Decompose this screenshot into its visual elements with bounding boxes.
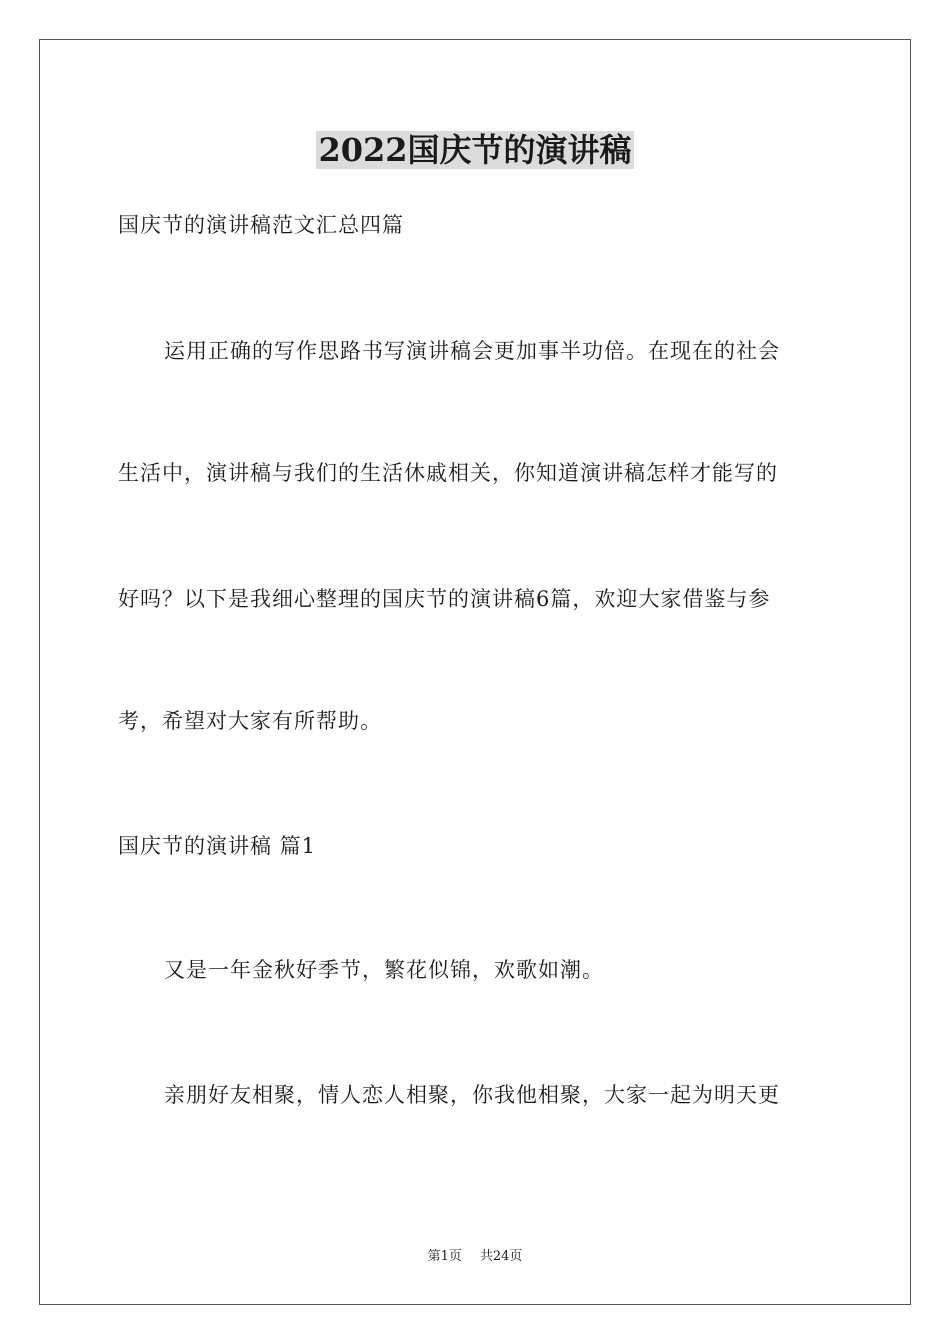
page-footer bbox=[0, 1248, 950, 1266]
document-title-text: 2022国庆节的演讲稿 bbox=[318, 131, 632, 169]
intro-line-2: 生活中，演讲稿与我们的生活休戚相关，你知道演讲稿怎样才能写的 bbox=[118, 461, 778, 485]
section-heading: 国庆节的演讲稿 篇1 bbox=[118, 834, 317, 858]
page-total: 共24页 bbox=[479, 1249, 523, 1264]
section-line-1: 又是一年金秋好季节，繁花似锦，欢歌如潮。 bbox=[164, 958, 604, 982]
intro-line-1: 运用正确的写作思路书写演讲稿会更加事半功倍。在现在的社会 bbox=[164, 339, 780, 363]
section-line-2: 亲朋好友相聚，情人恋人相聚，你我他相聚，大家一起为明天更 bbox=[164, 1083, 780, 1107]
intro-line-3: 好吗？以下是我细心整理的国庆节的演讲稿6篇，欢迎大家借鉴与参 bbox=[118, 587, 771, 611]
page-number: 第1页 bbox=[427, 1249, 462, 1264]
document-title bbox=[0, 128, 950, 172]
intro-line-4: 考，希望对大家有所帮助。 bbox=[118, 709, 382, 733]
document-subtitle: 国庆节的演讲稿范文汇总四篇 bbox=[118, 213, 404, 237]
